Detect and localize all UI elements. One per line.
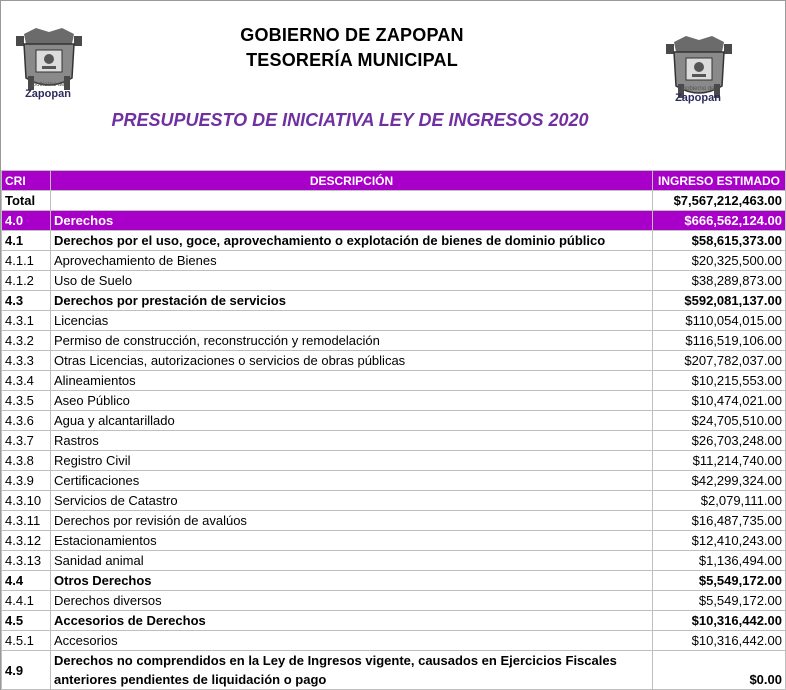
cell-cri: 4.1.1 <box>2 251 51 271</box>
cell-descripcion: Agua y alcantarillado <box>51 411 653 431</box>
cell-ingreso-estimado: $1,136,494.00 <box>653 551 786 571</box>
cell-descripcion: Otros Derechos <box>51 571 653 591</box>
table-row <box>2 371 786 391</box>
table-row <box>2 351 786 371</box>
cell-cri: 4.3.1 <box>2 311 51 331</box>
cell-cri: 4.3.11 <box>2 511 51 531</box>
cell-descripcion: Derechos no comprendidos en la Ley de Ingresos vigente, causados en Ejercicios Fiscales anteriores pendientes de liquidación o pago <box>51 651 653 690</box>
page-subtitle-line: TESORERÍA MUNICIPAL <box>246 50 458 70</box>
cell-cri: 4.4 <box>2 571 51 591</box>
cell-descripcion: Aseo Público <box>51 391 653 411</box>
cell-cri: 4.1 <box>2 231 51 251</box>
cell-cri: Total <box>2 191 51 211</box>
table-row <box>2 651 786 690</box>
cell-descripcion: Derechos <box>51 211 653 231</box>
cell-cri: 4.3.5 <box>2 391 51 411</box>
budget-table <box>1 170 786 690</box>
cell-cri: 4.3.13 <box>2 551 51 571</box>
cell-cri: 4.3.6 <box>2 411 51 431</box>
cell-cri: 4.3.12 <box>2 531 51 551</box>
cell-descripcion: Alineamientos <box>51 371 653 391</box>
cell-descripcion: Derechos por revisión de avalúos <box>51 511 653 531</box>
column-header-cri: CRI <box>2 171 51 191</box>
cell-cri: 4.3.10 <box>2 491 51 511</box>
cell-ingreso-estimado: $10,316,442.00 <box>653 611 786 631</box>
cell-descripcion: Rastros <box>51 431 653 451</box>
table-row <box>2 251 786 271</box>
cell-ingreso-estimado: $2,079,111.00 <box>653 491 786 511</box>
table-row <box>2 571 786 591</box>
table-row <box>2 551 786 571</box>
logo-caption-right: Gobierno de Zapopan <box>675 86 721 104</box>
cell-descripcion: Uso de Suelo <box>51 271 653 291</box>
table-row <box>2 391 786 411</box>
cell-ingreso-estimado: $38,289,873.00 <box>653 271 786 291</box>
report-title: PRESUPUESTO DE INICIATIVA LEY DE INGRESOS 2020 <box>111 110 589 130</box>
cell-cri: 4.3.7 <box>2 431 51 451</box>
cell-descripcion: Licencias <box>51 311 653 331</box>
cell-ingreso-estimado: $5,549,172.00 <box>653 591 786 611</box>
cell-ingreso-estimado: $0.00 <box>653 651 786 690</box>
cell-descripcion: Accesorios de Derechos <box>51 611 653 631</box>
table-row <box>2 271 786 291</box>
cell-ingreso-estimado: $10,474,021.00 <box>653 391 786 411</box>
cell-cri: 4.5.1 <box>2 631 51 651</box>
cell-descripcion: Aprovechamiento de Bienes <box>51 251 653 271</box>
page-title: GOBIERNO DE ZAPOPAN <box>240 25 464 45</box>
table-row <box>2 291 786 311</box>
cell-ingreso-estimado: $26,703,248.00 <box>653 431 786 451</box>
cell-cri: 4.4.1 <box>2 591 51 611</box>
table-row <box>2 331 786 351</box>
cell-cri: 4.0 <box>2 211 51 231</box>
cell-descripcion: Otras Licencias, autorizaciones o servicios de obras públicas <box>51 351 653 371</box>
cell-ingreso-estimado: $110,054,015.00 <box>653 311 786 331</box>
cell-descripcion: Estacionamientos <box>51 531 653 551</box>
cell-ingreso-estimado: $16,487,735.00 <box>653 511 786 531</box>
cell-cri: 4.3.8 <box>2 451 51 471</box>
table-row <box>2 191 786 211</box>
table-row <box>2 471 786 491</box>
cell-ingreso-estimado: $42,299,324.00 <box>653 471 786 491</box>
cell-ingreso-estimado: $20,325,500.00 <box>653 251 786 271</box>
cell-ingreso-estimado: $666,562,124.00 <box>653 211 786 231</box>
cell-cri: 4.3.3 <box>2 351 51 371</box>
table-row <box>2 431 786 451</box>
column-header-ingreso-estimado: INGRESO ESTIMADO <box>653 171 786 191</box>
cell-cri: 4.9 <box>2 651 51 690</box>
cell-descripcion: Sanidad animal <box>51 551 653 571</box>
cell-ingreso-estimado: $10,316,442.00 <box>653 631 786 651</box>
cell-descripcion: Servicios de Catastro <box>51 491 653 511</box>
cell-descripcion: Derechos por prestación de servicios <box>51 291 653 311</box>
table-row <box>2 311 786 331</box>
table-row <box>2 591 786 611</box>
cell-ingreso-estimado: $7,567,212,463.00 <box>653 191 786 211</box>
logo-caption-left: Gobierno de Zapopan <box>25 82 71 100</box>
cell-cri: 4.3.4 <box>2 371 51 391</box>
table-row <box>2 211 786 231</box>
cell-cri: 4.3.2 <box>2 331 51 351</box>
cell-ingreso-estimado: $207,782,037.00 <box>653 351 786 371</box>
cell-descripcion <box>51 191 653 211</box>
cell-descripcion: Derechos diversos <box>51 591 653 611</box>
cell-ingreso-estimado: $58,615,373.00 <box>653 231 786 251</box>
table-row <box>2 231 786 251</box>
cell-ingreso-estimado: $11,214,740.00 <box>653 451 786 471</box>
cell-descripcion: Accesorios <box>51 631 653 651</box>
table-row <box>2 631 786 651</box>
cell-ingreso-estimado: $24,705,510.00 <box>653 411 786 431</box>
table-row <box>2 511 786 531</box>
cell-cri: 4.3.9 <box>2 471 51 491</box>
cell-ingreso-estimado: $116,519,106.00 <box>653 331 786 351</box>
column-header-descripcion: DESCRIPCIÓN <box>51 171 653 191</box>
table-row <box>2 411 786 431</box>
table-row <box>2 611 786 631</box>
cell-cri: 4.1.2 <box>2 271 51 291</box>
cell-descripcion: Registro Civil <box>51 451 653 471</box>
table-row <box>2 531 786 551</box>
cell-cri: 4.3 <box>2 291 51 311</box>
cell-descripcion: Certificaciones <box>51 471 653 491</box>
cell-ingreso-estimado: $10,215,553.00 <box>653 371 786 391</box>
cell-ingreso-estimado: $12,410,243.00 <box>653 531 786 551</box>
cell-cri: 4.5 <box>2 611 51 631</box>
cell-ingreso-estimado: $592,081,137.00 <box>653 291 786 311</box>
cell-descripcion: Derechos por el uso, goce, aprovechamiento o explotación de bienes de dominio público <box>51 231 653 251</box>
table-header-row <box>2 171 786 191</box>
cell-ingreso-estimado: $5,549,172.00 <box>653 571 786 591</box>
cell-descripcion: Permiso de construcción, reconstrucción y remodelación <box>51 331 653 351</box>
table-body <box>2 191 786 690</box>
table-row <box>2 491 786 511</box>
report-header <box>0 0 786 168</box>
table-row <box>2 451 786 471</box>
